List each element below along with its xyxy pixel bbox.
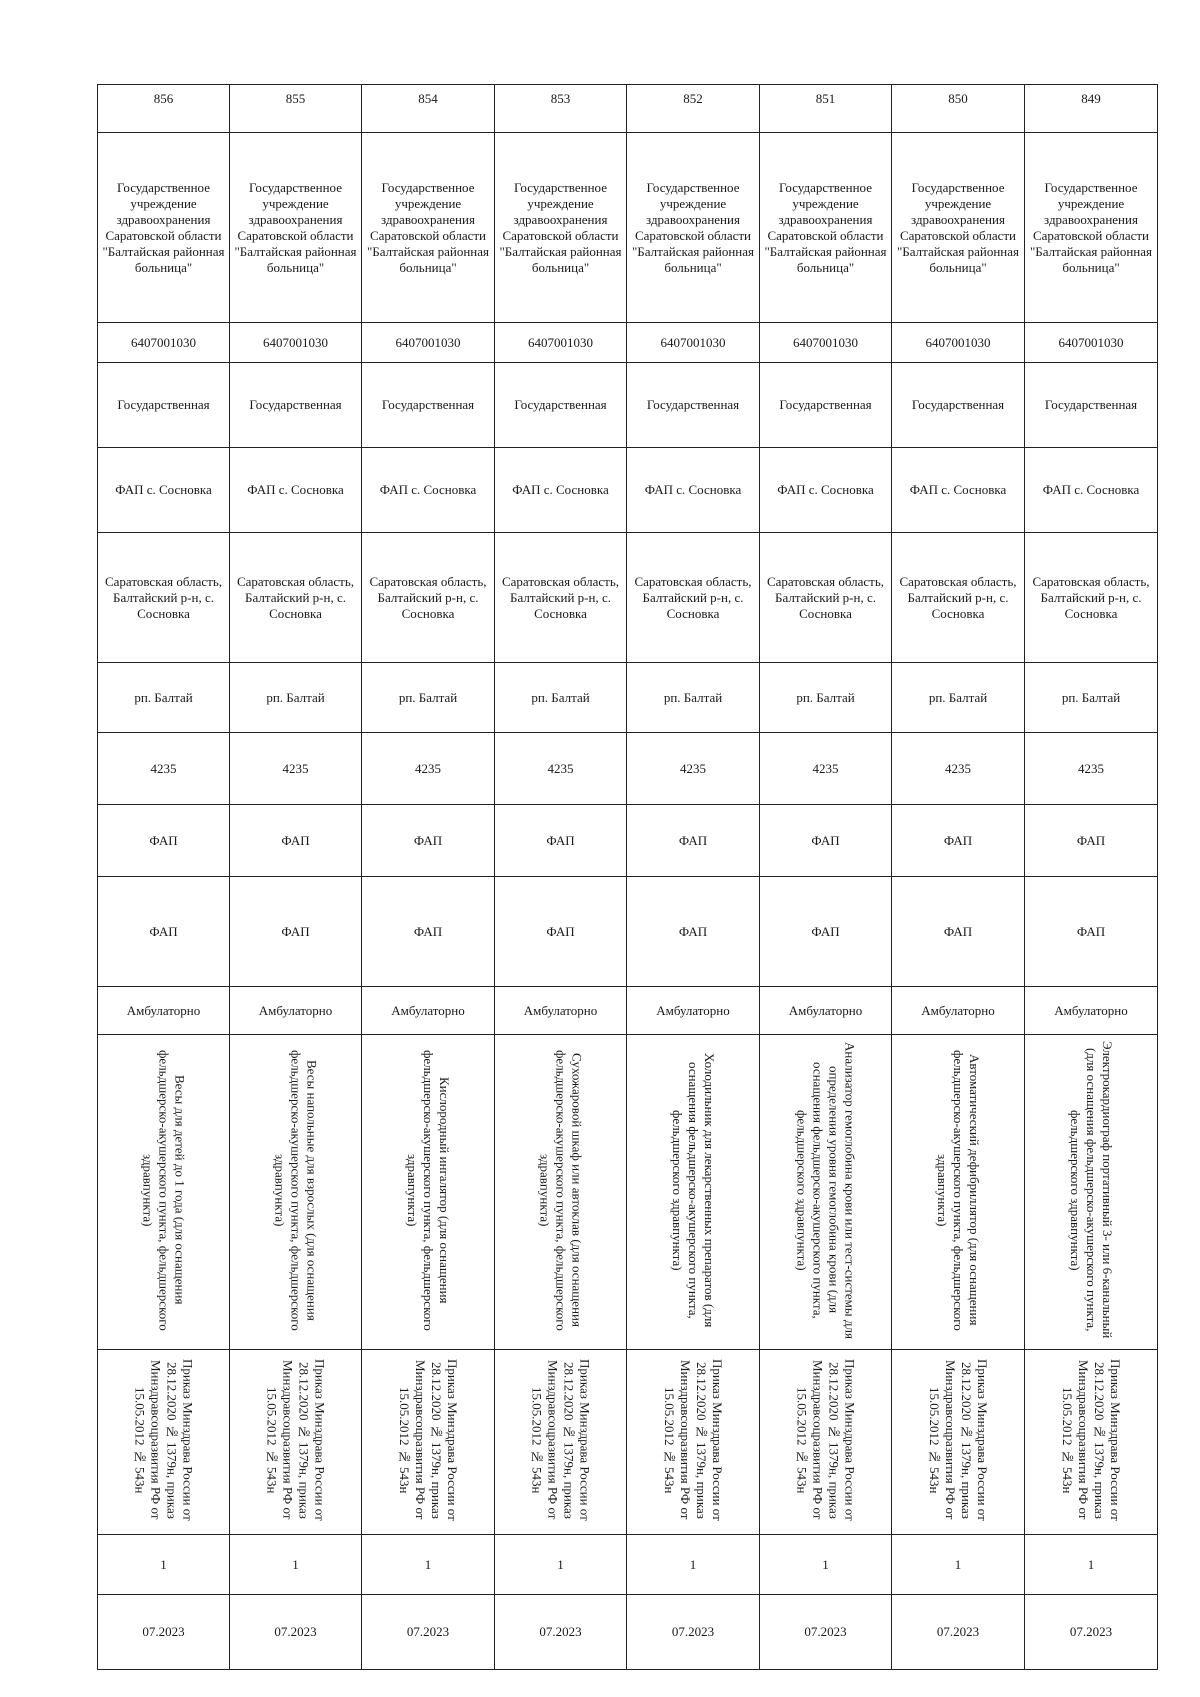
cell-qty [362, 1535, 495, 1595]
table-row-type1 [98, 805, 1158, 877]
district-center-text: рп. Балтай [266, 689, 325, 705]
equipment-text: Холодильник для лекарственных препаратов (для оснащения фельдшерско-акушерского пункта, фельдшерского здравпункта) [670, 1052, 717, 1328]
org-text: Государственное учреждение здравоохранения Саратовской области "Балтайская районная больница" [632, 179, 754, 275]
cell-district-center [760, 663, 892, 733]
cell-document [495, 1350, 627, 1535]
ownership-text: Государственная [117, 397, 210, 412]
document-text: Приказ Минздрава России от 28.12.2020 № 1379н, приказ Минздравсоцразвития РФ от 15.05.2012 № 543н [397, 1359, 460, 1521]
address-text: Саратовская область, Балтайский р-н, с. Сосновка [236, 573, 354, 621]
cell-equipment [892, 1035, 1025, 1350]
cell-type1 [627, 805, 760, 877]
address-text: Саратовская область, Балтайский р-н, с. Сосновка [634, 573, 752, 621]
facility-text: ФАП с. Сосновка [379, 482, 477, 497]
table-row-type2 [98, 877, 1158, 987]
num-text: 850 [948, 91, 968, 106]
table-row-district-center [98, 663, 1158, 733]
cell-date [362, 1595, 495, 1670]
equipment-text: Весы напольные для взрослых (для оснащения фельдшерско-акушерского пункта, фельдшерского здравпункта) [272, 1049, 320, 1331]
cell-address [892, 533, 1025, 663]
table-row-inn [98, 323, 1158, 363]
date-text: 07.2023 [671, 1624, 715, 1639]
cell-district-center [98, 663, 230, 733]
cell-population [495, 733, 627, 805]
inn-text: 6407001030 [1058, 334, 1124, 350]
table-body [98, 85, 1158, 1670]
cell-inn [1025, 323, 1158, 363]
cell-type2 [98, 877, 230, 987]
type1-text: ФАП [546, 832, 575, 848]
document-text: Приказ Минздрава России от 28.12.2020 № 1379н, приказ Минздравсоцразвития РФ от 15.05.2012 № 543н [1060, 1359, 1123, 1521]
cell-inn [230, 323, 362, 363]
date-text: 07.2023 [539, 1624, 582, 1639]
cell-care [495, 987, 627, 1035]
cell-qty [230, 1535, 362, 1595]
type1-text: ФАП [1076, 832, 1106, 848]
cell-org [362, 133, 495, 323]
cell-care [760, 987, 892, 1035]
type1-text: ФАП [943, 832, 973, 848]
table-row-qty [98, 1535, 1158, 1595]
cell-equipment [760, 1035, 892, 1350]
cell-population [760, 733, 892, 805]
equipment-text: Электрокардиограф портативный 3- или 6-канальный (для оснащения фельдшерско-акушерского пункта, фельдшерского здравпункта) [1068, 1041, 1115, 1339]
cell-inn [627, 323, 760, 363]
population-text: 4235 [1078, 760, 1104, 776]
cell-type2 [892, 877, 1025, 987]
facility-text: ФАП с. Сосновка [644, 482, 742, 497]
cell-address [230, 533, 362, 663]
cell-care [1025, 987, 1158, 1035]
district-center-text: рп. Балтай [531, 689, 590, 705]
table-row-num [98, 85, 1158, 133]
type1-text: ФАП [678, 832, 708, 848]
type2-text: ФАП [943, 923, 973, 939]
cell-address [1025, 533, 1158, 663]
type1-text: ФАП [281, 832, 310, 848]
cell-qty [760, 1535, 892, 1595]
type2-text: ФАП [1076, 923, 1106, 939]
district-center-text: рп. Балтай [663, 689, 723, 705]
cell-org [1025, 133, 1158, 323]
num-text: 849 [1081, 91, 1101, 106]
table-row-document [98, 1350, 1158, 1535]
type1-text: ФАП [811, 832, 840, 848]
ownership-text: Государственная [249, 397, 342, 412]
document-text: Приказ Минздрава России от 28.12.2020 № 1379н, приказ Минздравсоцразвития РФ от 15.05.2012 № 543н [794, 1359, 858, 1521]
document-text: Приказ Минздрава России от 28.12.2020 № 1379н, приказ Минздравсоцразвития РФ от 15.05.2012 № 543н [132, 1359, 196, 1521]
cell-date [627, 1595, 760, 1670]
table-row-facility [98, 448, 1158, 533]
address-text: Саратовская область, Балтайский р-н, с. Сосновка [369, 573, 487, 621]
cell-type2 [362, 877, 495, 987]
care-text: Амбулаторно [788, 1002, 863, 1018]
cell-org [627, 133, 760, 323]
facility-text: ФАП с. Сосновка [1042, 482, 1140, 497]
cell-population [1025, 733, 1158, 805]
population-text: 4235 [547, 760, 574, 776]
ownership-text: Государственная [381, 397, 475, 412]
cell-type2 [627, 877, 760, 987]
cell-inn [362, 323, 495, 363]
population-text: 4235 [812, 760, 839, 776]
cell-num [892, 85, 1025, 133]
ownership-text: Государственная [779, 397, 872, 412]
cell-num [1025, 85, 1158, 133]
cell-type1 [362, 805, 495, 877]
date-text: 07.2023 [406, 1624, 450, 1639]
cell-care [362, 987, 495, 1035]
cell-population [627, 733, 760, 805]
cell-num [230, 85, 362, 133]
cell-ownership [495, 363, 627, 448]
cell-date [98, 1595, 230, 1670]
cell-ownership [230, 363, 362, 448]
num-text: 855 [285, 91, 306, 106]
num-text: 853 [550, 91, 571, 106]
cell-facility [760, 448, 892, 533]
cell-facility [1025, 448, 1158, 533]
type1-text: ФАП [149, 832, 178, 848]
table-row-equipment [98, 1035, 1158, 1350]
cell-qty [892, 1535, 1025, 1595]
cell-equipment [230, 1035, 362, 1350]
cell-ownership [627, 363, 760, 448]
cell-document [362, 1350, 495, 1535]
population-text: 4235 [150, 760, 177, 776]
address-text: Саратовская область, Балтайский р-н, с. Сосновка [104, 573, 222, 621]
table-row-ownership [98, 363, 1158, 448]
facility-text: ФАП с. Сосновка [909, 482, 1007, 497]
cell-type2 [495, 877, 627, 987]
cell-address [627, 533, 760, 663]
qty-text: 1 [954, 1556, 962, 1572]
cell-facility [627, 448, 760, 533]
cell-type1 [1025, 805, 1158, 877]
table-row-date [98, 1595, 1158, 1670]
qty-text: 1 [424, 1556, 432, 1572]
document-text: Приказ Минздрава России от 28.12.2020 № 1379н, приказ Минздравсоцразвития РФ от 15.05.2012 № 543н [927, 1359, 990, 1521]
inn-text: 6407001030 [660, 334, 726, 350]
facility-text: ФАП с. Сосновка [115, 482, 212, 497]
cell-type1 [230, 805, 362, 877]
cell-ownership [1025, 363, 1158, 448]
cell-inn [98, 323, 230, 363]
cell-facility [892, 448, 1025, 533]
cell-ownership [362, 363, 495, 448]
cell-address [362, 533, 495, 663]
type2-text: ФАП [811, 923, 840, 939]
cell-care [892, 987, 1025, 1035]
cell-population [230, 733, 362, 805]
district-center-text: рп. Балтай [796, 689, 855, 705]
care-text: Амбулаторно [391, 1002, 465, 1018]
cell-district-center [230, 663, 362, 733]
document-text: Приказ Минздрава России от 28.12.2020 № 1379н, приказ Минздравсоцразвития РФ от 15.05.2012 № 543н [662, 1359, 725, 1521]
cell-date [1025, 1595, 1158, 1670]
date-text: 07.2023 [142, 1624, 185, 1639]
cell-num [98, 85, 230, 133]
inn-text: 6407001030 [395, 334, 461, 350]
cell-population [892, 733, 1025, 805]
cell-num [627, 85, 760, 133]
ownership-text: Государственная [1044, 397, 1138, 412]
num-text: 851 [815, 91, 836, 106]
care-text: Амбулаторно [921, 1002, 995, 1018]
cell-care [98, 987, 230, 1035]
cell-type2 [1025, 877, 1158, 987]
address-text: Саратовская область, Балтайский р-н, с. Сосновка [501, 573, 619, 621]
inn-text: 6407001030 [131, 334, 196, 350]
org-text: Государственное учреждение здравоохранения Саратовской области "Балтайская районная больница" [102, 179, 225, 275]
cell-facility [495, 448, 627, 533]
cell-ownership [760, 363, 892, 448]
population-text: 4235 [282, 760, 309, 776]
cell-ownership [892, 363, 1025, 448]
cell-address [98, 533, 230, 663]
cell-equipment [1025, 1035, 1158, 1350]
cell-document [892, 1350, 1025, 1535]
inn-text: 6407001030 [925, 334, 991, 350]
district-center-text: рп. Балтай [1061, 689, 1121, 705]
equipment-text: Кислородный ингалятор (для оснащения фельдшерско-акушерского пункта, фельдшерского здравпункта) [405, 1049, 452, 1331]
cell-qty [98, 1535, 230, 1595]
cell-org [230, 133, 362, 323]
cell-equipment [627, 1035, 760, 1350]
equipment-text: Анализатор гемоглобина крови или тест-системы для определения уровня гемоглобина крови (для оснащения фельдшерско-акушерского пункта, фельдшерского здравпункта) [794, 1041, 858, 1339]
address-text: Саратовская область, Балтайский р-н, с. Сосновка [766, 573, 884, 621]
date-text: 07.2023 [804, 1624, 847, 1639]
num-text: 852 [683, 91, 703, 106]
cell-address [760, 533, 892, 663]
cell-equipment [98, 1035, 230, 1350]
ownership-text: Государственная [646, 397, 740, 412]
equipment-text: Весы для детей до 1 года (для оснащения фельдшерско-акушерского пункта, фельдшерского здравпункта) [140, 1049, 188, 1331]
population-text: 4235 [945, 760, 971, 776]
type2-text: ФАП [281, 923, 310, 939]
cell-district-center [1025, 663, 1158, 733]
org-text: Государственное учреждение здравоохранения Саратовской области "Балтайская районная больница" [1030, 179, 1152, 275]
address-text: Саратовская область, Балтайский р-н, с. Сосновка [1032, 573, 1150, 621]
cell-qty [495, 1535, 627, 1595]
cell-date [230, 1595, 362, 1670]
cell-qty [1025, 1535, 1158, 1595]
num-text: 854 [418, 91, 438, 106]
qty-text: 1 [1087, 1556, 1095, 1572]
cell-num [362, 85, 495, 133]
facility-text: ФАП с. Сосновка [777, 482, 874, 497]
type2-text: ФАП [149, 923, 178, 939]
type2-text: ФАП [678, 923, 708, 939]
date-text: 07.2023 [936, 1624, 980, 1639]
facility-text: ФАП с. Сосновка [247, 482, 344, 497]
table-row-population [98, 733, 1158, 805]
qty-text: 1 [160, 1556, 167, 1572]
qty-text: 1 [822, 1556, 829, 1572]
cell-population [98, 733, 230, 805]
type2-text: ФАП [413, 923, 443, 939]
type1-text: ФАП [413, 832, 443, 848]
org-text: Государственное учреждение здравоохранения Саратовской области "Балтайская районная больница" [764, 179, 887, 275]
cell-type1 [760, 805, 892, 877]
qty-text: 1 [557, 1556, 564, 1572]
table-row-care [98, 987, 1158, 1035]
district-center-text: рп. Балтай [928, 689, 988, 705]
cell-num [495, 85, 627, 133]
document-text: Приказ Минздрава России от 28.12.2020 № 1379н, приказ Минздравсоцразвития РФ от 15.05.2012 № 543н [529, 1359, 593, 1521]
care-text: Амбулаторно [1054, 1002, 1128, 1018]
cell-date [495, 1595, 627, 1670]
cell-inn [495, 323, 627, 363]
qty-text: 1 [689, 1556, 697, 1572]
care-text: Амбулаторно [258, 1002, 333, 1018]
cell-type2 [760, 877, 892, 987]
cell-district-center [892, 663, 1025, 733]
cell-type1 [495, 805, 627, 877]
cell-org [760, 133, 892, 323]
population-text: 4235 [415, 760, 441, 776]
cell-type1 [98, 805, 230, 877]
ownership-text: Государственная [911, 397, 1005, 412]
cell-type1 [892, 805, 1025, 877]
cell-document [230, 1350, 362, 1535]
inn-text: 6407001030 [793, 334, 858, 350]
ownership-text: Государственная [514, 397, 607, 412]
cell-ownership [98, 363, 230, 448]
cell-district-center [362, 663, 495, 733]
type2-text: ФАП [546, 923, 575, 939]
qty-text: 1 [292, 1556, 299, 1572]
care-text: Амбулаторно [656, 1002, 730, 1018]
org-text: Государственное учреждение здравоохранения Саратовской области "Балтайская районная больница" [499, 179, 622, 275]
cell-district-center [627, 663, 760, 733]
care-text: Амбулаторно [523, 1002, 598, 1018]
cell-district-center [495, 663, 627, 733]
district-center-text: рп. Балтай [398, 689, 458, 705]
cell-inn [892, 323, 1025, 363]
cell-org [98, 133, 230, 323]
org-text: Государственное учреждение здравоохранения Саратовской области "Балтайская районная больница" [234, 179, 357, 275]
population-text: 4235 [680, 760, 706, 776]
org-text: Государственное учреждение здравоохранения Саратовской области "Балтайская районная больница" [897, 179, 1019, 275]
facility-text: ФАП с. Сосновка [512, 482, 609, 497]
cell-care [627, 987, 760, 1035]
cell-date [892, 1595, 1025, 1670]
cell-inn [760, 323, 892, 363]
cell-document [627, 1350, 760, 1535]
cell-address [495, 533, 627, 663]
address-text: Саратовская область, Балтайский р-н, с. Сосновка [899, 573, 1017, 621]
cell-equipment [495, 1035, 627, 1350]
num-text: 856 [153, 91, 174, 106]
cell-num [760, 85, 892, 133]
cell-facility [98, 448, 230, 533]
equipment-text: Автоматический дефибриллятор (для оснащения фельдшерско-акушерского пункта, фельдшерского здравпункта) [935, 1049, 982, 1331]
cell-date [760, 1595, 892, 1670]
cell-population [362, 733, 495, 805]
document-text: Приказ Минздрава России от 28.12.2020 № 1379н, приказ Минздравсоцразвития РФ от 15.05.2012 № 543н [264, 1359, 328, 1521]
cell-document [98, 1350, 230, 1535]
care-text: Амбулаторно [126, 1002, 201, 1018]
cell-document [1025, 1350, 1158, 1535]
inn-text: 6407001030 [263, 334, 328, 350]
cell-qty [627, 1535, 760, 1595]
cell-org [495, 133, 627, 323]
inn-text: 6407001030 [528, 334, 593, 350]
equipment-text: Сухожаровой шкаф или автоклав (для оснащения фельдшерско-акушерского пункта, фельдшерского здравпункта) [537, 1049, 585, 1331]
date-text: 07.2023 [274, 1624, 317, 1639]
cell-org [892, 133, 1025, 323]
cell-equipment [362, 1035, 495, 1350]
date-text: 07.2023 [1069, 1624, 1113, 1639]
cell-care [230, 987, 362, 1035]
cell-type2 [230, 877, 362, 987]
equipment-table [97, 84, 1158, 1670]
cell-document [760, 1350, 892, 1535]
district-center-text: рп. Балтай [134, 689, 193, 705]
table-row-org [98, 133, 1158, 323]
table-row-address [98, 533, 1158, 663]
cell-facility [362, 448, 495, 533]
cell-facility [230, 448, 362, 533]
org-text: Государственное учреждение здравоохранения Саратовской области "Балтайская районная больница" [367, 179, 489, 275]
document-sheet [97, 84, 1157, 1670]
